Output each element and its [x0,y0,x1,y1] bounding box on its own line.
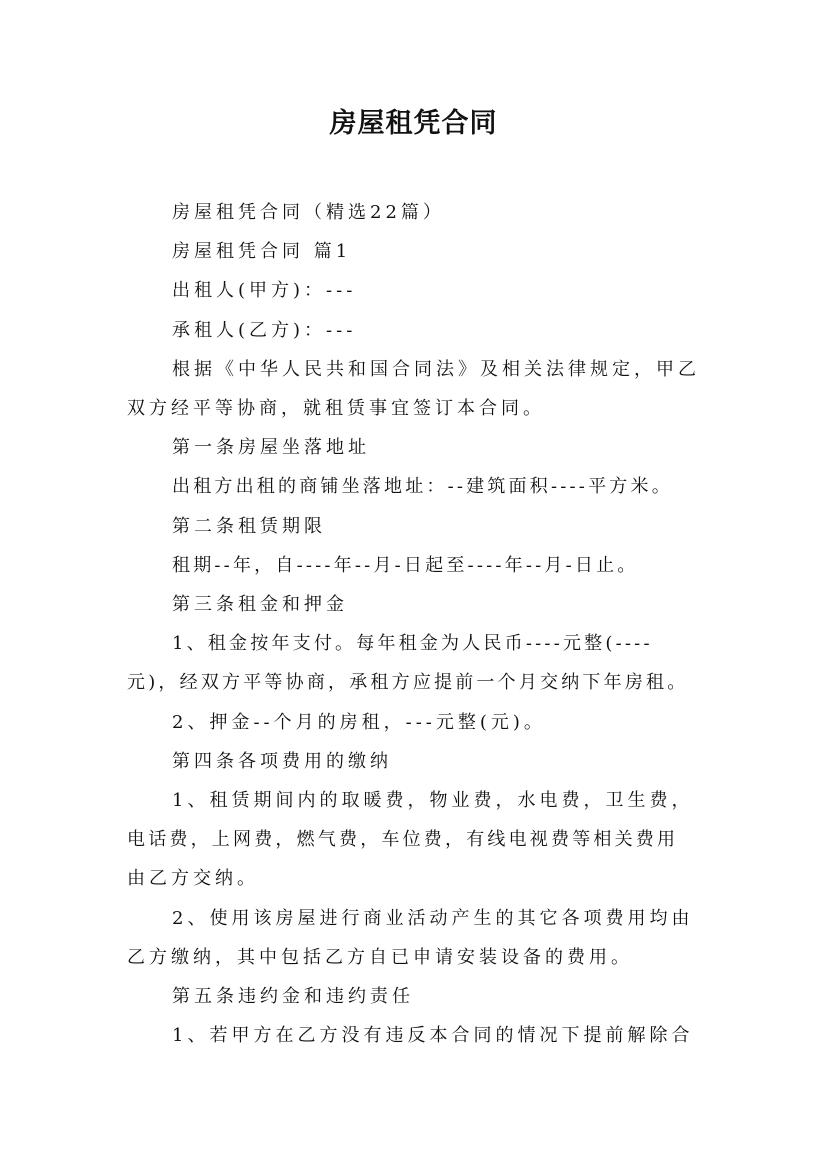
paragraph-line: 1、若甲方在乙方没有违反本合同的情况下提前解除合 [172,1025,694,1047]
paragraph-line: 1、租赁期间内的取暖费，物业费，水电费，卫生费， [172,790,694,812]
section-heading: 第四条各项费用的缴纳 [172,750,392,772]
paragraph-line: 由乙方交纳。 [127,868,259,890]
paragraph-line: 出租方出租的商铺坐落地址：--建筑面积----平方米。 [172,476,673,498]
paragraph-line: 房屋租凭合同（精选22篇） [172,202,445,223]
paragraph-line: 出租人(甲方)：--- [172,280,357,302]
paragraph-line: 2、使用该房屋进行商业活动产生的其它各项费用均由 [172,907,694,929]
paragraph-line: 承租人(乙方)：--- [172,319,357,341]
paragraph-line: 双方经平等协商，就租赁事宜签订本合同。 [127,398,545,420]
paragraph-line: 租期--年，自----年--月-日起至----年--月-日止。 [172,554,639,576]
paragraph-line: 2、押金--个月的房租，---元整(元)。 [172,711,546,733]
paragraph-line: 房屋租凭合同 篇1 [172,241,352,263]
paragraph-line: 乙方缴纳，其中包括乙方自已申请安装设备的费用。 [127,946,633,968]
paragraph-line: 1、租金按年支付。每年租金为人民币----元整(---- [172,633,653,655]
paragraph-line: 根据《中华人民共和国合同法》及相关法律规定，甲乙 [172,358,700,380]
document-title: 房屋租凭合同 [329,108,498,139]
document-body [127,193,717,1055]
section-heading: 第三条租金和押金 [172,594,348,616]
section-heading: 第一条房屋坐落地址 [172,437,370,459]
section-heading: 第二条租赁期限 [172,515,326,537]
paragraph-line: 元)，经双方平等协商，承租方应提前一个月交纳下年房租。 [127,672,689,694]
section-heading: 第五条违约金和违约责任 [172,986,414,1008]
paragraph-line: 电话费，上网费，燃气费，车位费，有线电视费等相关费用 [127,829,679,851]
